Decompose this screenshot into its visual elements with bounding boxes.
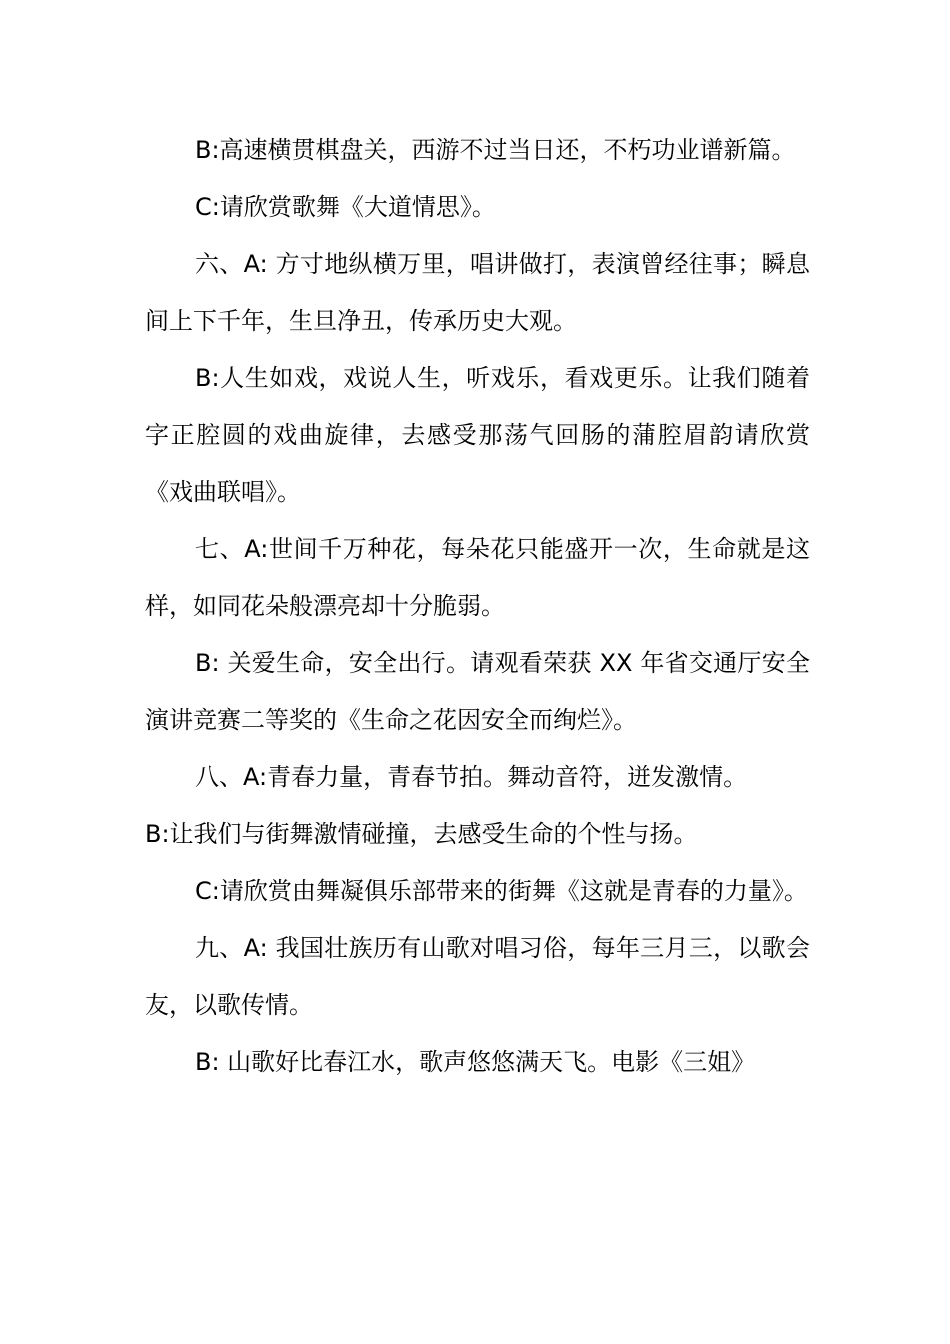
paragraph-6: B: 关爱生命，安全出行。请观看荣获 XX 年省交通厅安全演讲竞赛二等奖的《生命之花因安全而绚烂》。 xyxy=(145,649,810,734)
paragraph-5: 七、A:世间千万种花，每朵花只能盛开一次，生命就是这样，如同花朵般漂亮却十分脆弱。 xyxy=(145,535,810,620)
paragraph-11: B: 山歌好比春江水，歌声悠悠满天飞。电影《三姐》 xyxy=(195,1048,756,1076)
paragraph-8: B:让我们与街舞激情碰撞，去感受生命的个性与扬。 xyxy=(145,820,698,848)
document-body xyxy=(145,122,810,1091)
paragraph-2: C:请欣赏歌舞《大道情思》。 xyxy=(195,193,496,221)
paragraph-1: B:高速横贯棋盘关，西游不过当日还，不朽功业谱新篇。 xyxy=(195,136,796,164)
paragraph-4: B:人生如戏，戏说人生，听戏乐，看戏更乐。让我们随着字正腔圆的戏曲旋律，去感受那荡气回肠的蒲腔眉韵请欣赏《戏曲联唱》。 xyxy=(145,364,810,506)
paragraph-9: C:请欣赏由舞凝俱乐部带来的街舞《这就是青春的力量》。 xyxy=(195,877,808,905)
paragraph-10: 九、A: 我国壮族历有山歌对唱习俗，每年三月三，以歌会友，以歌传情。 xyxy=(145,934,810,1019)
paragraph-3: 六、A: 方寸地纵横万里，唱讲做打，表演曾经往事；瞬息间上下千年，生旦净丑，传承历史大观。 xyxy=(145,250,810,335)
paragraph-7: 八、A:青春力量，青春节拍。舞动音符，迸发激情。 xyxy=(195,763,748,791)
